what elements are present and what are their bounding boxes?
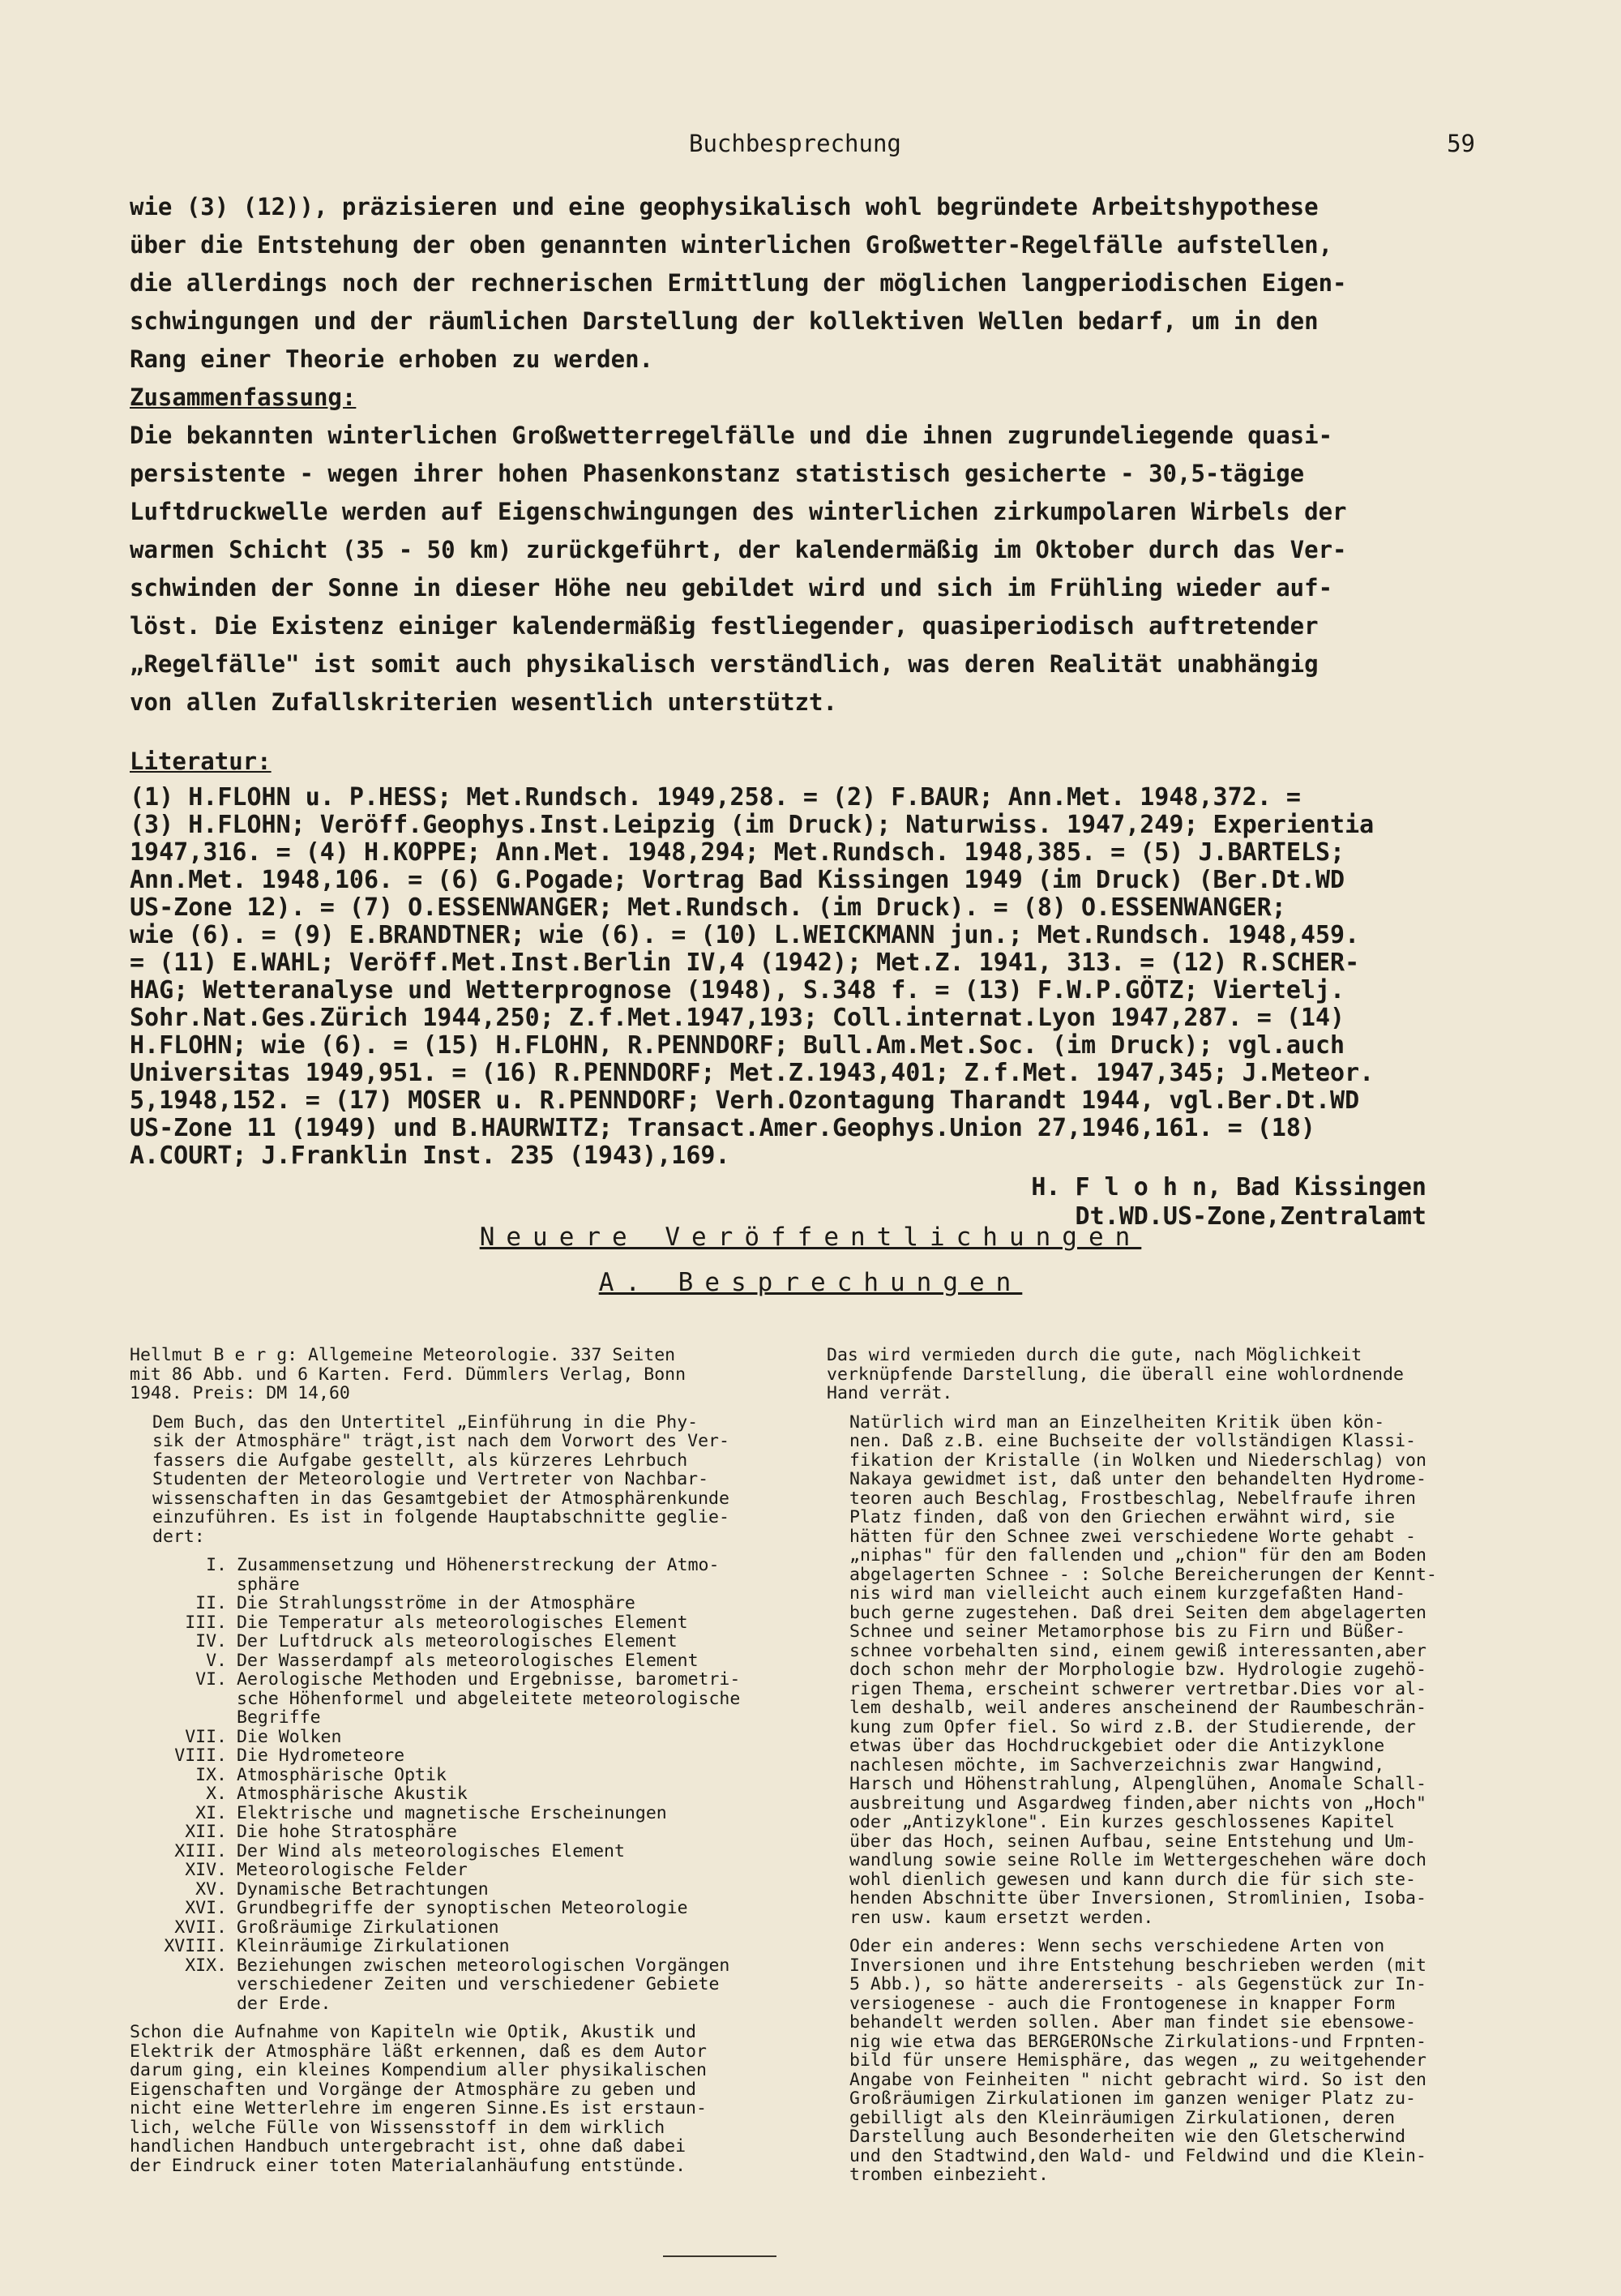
chapter-number: XIII. [174,1840,227,1861]
signature-name: H. F l o h n, Bad Kissingen [1031,1173,1426,1202]
text-line: und den Stadtwind,den Wald- und Feldwind und die Klein- [849,2145,1426,2166]
review-paragraph [827,1937,1475,2185]
chapter-title: Dynamische Betrachtungen [237,1878,489,1900]
text-line: nis wird man vielleicht auch einem kurzgefaßten Hand- [849,1583,1406,1604]
text-line: einzuführen. Es ist in folgende Hauptabschnitte geglie- [152,1507,729,1527]
text-line: persistente - wegen ihrer hohen Phasenkonstanz statistisch gesicherte - 30,5-tägige [130,460,1305,487]
text-line: rigen Thema, erscheint schwerer vertretbar.Dies vor al- [849,1678,1426,1699]
chapter-item [130,1804,786,1823]
page-number: 59 [1447,130,1475,157]
review-intro [130,1413,786,1547]
text-line: doch schon mehr der Morphologie bzw. Hydrologie zugehö- [849,1660,1426,1680]
summary-heading: Zusammenfassung: [130,383,357,411]
text-line: Die bekannten winterlichen Großwetterregelfälle und die ihnen zugrundeliegende quasi- [130,422,1333,449]
text-line: nig wie etwa das BERGERONsche Zirkulations-und Frpnten- [849,2031,1426,2052]
review-paragraph [827,1413,1475,1928]
review-closing [130,2023,786,2175]
text-line: darum ging, ein kleines Kompendium aller physikalischen [130,2060,707,2080]
review-column-left [130,1346,786,2185]
text-line: henden Abschnitte über Inversionen, Stromlinien, Isoba- [849,1888,1426,1908]
text-line: Großräumigen Zirkulationen im ganzen weniger Platz zu- [849,2088,1416,2109]
chapter-title: Die Wolken [237,1726,342,1747]
chapter-item [130,1728,786,1747]
text-line: warmen Schicht (35 - 50 km) zurückgeführt, der kalendermäßig im Oktober durch das Ver- [130,536,1347,563]
text-line: kung zum Opfer fiel. So wird z.B. der Studierende, der [849,1716,1416,1737]
chapter-title: Der Luftdruck als meteorologisches Element [237,1631,678,1651]
text-line: bild für unsere Hemisphäre, das wegen „ zu weitgehender [849,2050,1426,2071]
reference-line: Sohr.Nat.Ges.Zürich 1944,250; Z.f.Met.1947,193; Coll.internat.Lyon 1947,287. = (14) [130,1004,1345,1032]
chapter-title: Der Wasserdampf als meteorologisches Element [237,1650,699,1671]
text-line: wissenschaften in das Gesamtgebiet der Atmosphärenkunde [152,1488,729,1509]
chapter-number: IX. [195,1764,227,1785]
chapter-item [130,1594,786,1613]
text-line: verknüpfende Darstellung, die überall eine wohlordnende [827,1364,1404,1385]
text-line: lem deshalb, weil anderes anscheinend der Raumbeschrän- [849,1698,1426,1718]
chapter-number: VIII. [174,1746,227,1766]
chapter-item [130,1937,786,1956]
text-line: dert: [152,1526,205,1547]
chapter-number: III. [185,1612,227,1633]
text-line: schwingungen und der räumlichen Darstellung der kollektiven Wellen bedarf, um in den [130,307,1319,335]
text-line: „niphas" für den fallenden und „chion" für den am Boden [849,1545,1426,1566]
text-line: Nakaya gewidmet ist, daß unter den behandelten Hydrome- [849,1469,1426,1489]
text-line: Schnee und seiner Metamorphose bis zu Firn und Büßer- [849,1621,1406,1642]
text-line: gebilligt als den Kleinräumigen Zirkulationen, deren [849,2107,1396,2128]
running-title: Buchbesprechung [689,130,901,157]
chapter-item [130,1746,786,1766]
text-line: über die Entstehung der oben genannten winterlichen Großwetter-Regelfälle aufstellen, [130,231,1333,259]
page-header [130,130,1475,162]
chapter-number: XVII. [174,1917,227,1938]
section-subtitle: A. Besprechungen [598,1268,1023,1297]
literature-list [130,784,1459,1170]
chapter-item [130,1842,786,1861]
chapter-item [130,1766,786,1785]
text-line: wandlung sowie seine Rolle im Wettergeschehen wäre doch [849,1850,1426,1870]
reference-line: 1947,316. = (4) H.KOPPE; Ann.Met. 1948,294; Met.Rundsch. 1948,385. = (5) J.BARTELS; [130,838,1345,867]
reference-line: Ann.Met. 1948,106. = (6) G.Pogade; Vortrag Bad Kissingen 1949 (im Druck) (Ber.Dt.WD [130,866,1345,894]
text-line: Angabe von Feinheiten " nicht gebracht wird. So ist den [849,2069,1426,2090]
text-line: ren usw. kaum ersetzt werden. [849,1907,1154,1928]
text-line: Schon die Aufnahme von Kapiteln wie Optik, Akustik und [130,2022,696,2042]
chapter-title: Kleinräumige Zirkulationen [237,1936,510,1956]
reference-line: US-Zone 11 (1949) und B.HAURWITZ; Transact.Amer.Geophys.Union 27,1946,161. = (18) [130,1114,1315,1142]
chapter-number: XVI. [185,1898,227,1918]
chapter-title: Grundbegriffe der synoptischen Meteorologie [237,1898,688,1918]
text-line: die allerdings noch der rechnerischen Ermittlung der möglichen langperiodischen Eigen- [130,269,1347,297]
text-line: von allen Zufallskriterien wesentlich unterstützt. [130,688,837,716]
chapter-item [130,1784,786,1804]
text-line: Dem Buch, das den Untertitel „Einführung in die Phy- [152,1411,699,1433]
text-line: wohl dienlich gewesen und kann durch die für sich ste- [849,1869,1416,1890]
reference-line: 5,1948,152. = (17) MOSER u. R.PENNDORF; Verh.Ozontagung Tharandt 1944, vgl.Ber.Dt.WD [130,1086,1360,1115]
text-line: Hand verrät. [827,1383,953,1403]
text-line: handlichen Handbuch untergebracht ist, ohne daß dabei [130,2136,686,2157]
chapter-number: X. [206,1784,227,1804]
text-line: Studenten der Meteorologie und Vertreter von Nachbar- [152,1469,709,1489]
text-line: behandelt werden sollen. Aber man findet sie ebensowe- [849,2012,1416,2033]
chapter-item [130,1918,786,1938]
text-line: Platz finden, daß von den Griechen erwähnt wird, sie [849,1507,1396,1527]
text-line: nen. Daß z.B. eine Buchseite der vollständigen Klassi- [849,1431,1416,1451]
text-line: löst. Die Existenz einiger kalendermäßig festliegender, quasiperiodisch auftretender [130,612,1319,640]
reference-line: US-Zone 12). = (7) O.ESSENWANGER; Met.Rundsch. (im Druck). = (8) O.ESSENWANGER; [130,893,1286,922]
text-line: ausbreitung und Asgardweg finden,aber nichts von „Hoch" [849,1793,1426,1814]
reference-line: Universitas 1949,951. = (16) R.PENNDORF; Met.Z.1943,401; Z.f.Met. 1947,345; J.Meteor. [130,1059,1375,1087]
reference-line: = (11) E.WAHL; Veröff.Met.Inst.Berlin IV,4 (1942); Met.Z. 1941, 313. = (12) R.SCHER- [130,949,1360,977]
book-citation [130,1346,786,1403]
text-line: schnee vorbehalten sind, einem gewiß interessanten,aber [849,1640,1426,1661]
chapter-title: Großräumige Zirkulationen [237,1917,499,1938]
review-columns [130,1345,1475,2185]
chapter-title: Elektrische und magnetische Erscheinungen [237,1802,667,1823]
text-line: Oder ein anderes: Wenn sechs verschiedene Arten von [849,1936,1385,1956]
chapter-item [130,1670,786,1728]
text-line: wie (3) (12)), präzisieren und eine geophysikalisch wohl begründete Arbeitshypothese [130,193,1319,221]
text-line: „Regelfälle" ist somit auch physikalisch verständlich, was deren Realität unabhängig [130,650,1319,678]
text-line: hätten für den Schnee zwei verschiedene Worte gehabt - [849,1526,1416,1547]
chapter-title: Die Strahlungsströme in der Atmosphäre [237,1593,635,1613]
text-line: oder „Antizyklone". Ein kurzes geschlossenes Kapitel [849,1812,1396,1832]
chapter-title: Meteorologische Felder [237,1860,468,1880]
text-line: fassers die Aufgabe gestellt, als kürzeres Lehrbuch [152,1450,688,1471]
text-line: Harsch und Höhenstrahlung, Alpenglühen, Anomale Schall- [849,1774,1426,1794]
chapter-title: Die hohe Stratosphäre [237,1822,457,1842]
text-line: abgelagerten Schnee - : Solche Bereicherungen der Kennt- [849,1564,1437,1585]
text-line: Eigenschaften und Vorgänge der Atmosphäre zu geben und [130,2079,696,2100]
chapter-number: II. [195,1593,227,1613]
text-line: sik der Atmosphäre" trägt,ist nach dem Vorwort des Ver- [152,1431,729,1451]
chapter-title: Atmosphärische Akustik [237,1784,468,1804]
text-line: tromben einbezieht. [849,2165,1049,2185]
text-line: 1948. Preis: DM 14,60 [130,1383,350,1403]
chapter-number: XVIII. [164,1936,227,1956]
chapter-item [130,1861,786,1880]
footer-rule [663,2255,776,2257]
chapter-title: Zusammensetzung und Höhenerstreckung der Atmo- sphäre [237,1555,720,1595]
reference-line: HAG; Wetteranalyse und Wetterprognose (1948), S.348 f. = (13) F.W.P.GÖTZ; Viertelj. [130,976,1345,1004]
text-line: Hellmut B e r g: Allgemeine Meteorologie. 337 Seiten [130,1345,676,1365]
reference-line: (3) H.FLOHN; Veröff.Geophys.Inst.Leipzig (im Druck); Naturwiss. 1947,249; Experientia [130,811,1375,839]
text-line: schwinden der Sonne in dieser Höhe neu gebildet wird und sich im Frühling wieder auf- [130,574,1333,602]
text-line: versiogenese - auch die Frontogenese in knapper Form [849,1993,1396,2014]
section-header [0,1223,1621,1297]
chapter-number: XII. [185,1822,227,1842]
review-paragraph [827,1346,1475,1403]
text-line: Luftdruckwelle werden auf Eigenschwingungen des winterlichen zirkumpolaren Wirbels der [130,498,1347,525]
literature-heading: Literatur: [130,747,272,775]
chapter-item [130,1880,786,1900]
chapter-title: Aerologische Methoden und Ergebnisse, barometri- sche Höhenformel und abgeleitete meteorologische Begriffe [237,1669,741,1728]
text-line: buch gerne zugestehen. Daß drei Seiten dem abgelagerten [849,1602,1426,1623]
reference-line: H.FLOHN; wie (6). = (15) H.FLOHN, R.PENNDORF; Bull.Am.Met.Soc. (im Druck); vgl.auch [130,1031,1345,1060]
chapter-number: VII. [185,1726,227,1747]
text-line: Rang einer Theorie erhoben zu werden. [130,345,654,373]
chapter-title: Der Wind als meteorologisches Element [237,1840,625,1861]
article-end [130,188,1459,1232]
text-line: mit 86 Abb. und 6 Karten. Ferd. Dümmlers Verlag, Bonn [130,1364,686,1385]
chapter-item [130,1613,786,1633]
chapter-number: VI. [195,1669,227,1690]
reference-line: A.COURT; J.Franklin Inst. 235 (1943),169. [130,1142,730,1170]
chapter-item [130,1899,786,1918]
chapter-number: XIV. [185,1860,227,1880]
chapter-title: Die Hydrometeore [237,1746,405,1766]
text-line: fikation der Kristalle (in Wolken und Niederschlag) von [849,1450,1426,1471]
chapter-item [130,1556,786,1594]
text-line: Das wird vermieden durch die gute, nach Möglichkeit [827,1345,1362,1365]
text-line: Natürlich wird man an Einzelheiten Kritik üben kön- [849,1411,1385,1433]
chapter-number: V. [206,1650,227,1671]
chapter-number: XIX. [185,1955,227,1976]
section-title: Neuere Veröffentlichungen [479,1223,1142,1252]
chapter-item [130,1632,786,1651]
text-line: teoren auch Beschlag, Frostbeschlag, Nebelfraufe ihren [849,1488,1416,1509]
continuation-paragraph [130,188,1459,379]
chapter-title: Atmosphärische Optik [237,1764,447,1785]
text-line: Darstellung auch Besonderheiten wie den Gletscherwind [849,2127,1406,2147]
text-line: nachlesen möchte, im Sachverzeichnis zwar Hangwind, [849,1754,1385,1776]
chapter-number: I. [206,1555,227,1575]
text-line: der Eindruck einer toten Materialanhäufung entstünde. [130,2155,686,2176]
chapter-number: XI. [195,1802,227,1823]
text-line: über das Hoch, seinen Aufbau, seine Entstehung und Um- [849,1831,1416,1852]
chapter-item [130,1956,786,2014]
text-line: 5 Abb.), so hätte andererseits - als Gegenstück zur In- [849,1974,1426,1994]
text-line: Elektrik der Atmosphäre läßt erkennen, daß es dem Autor [130,2041,707,2062]
chapter-title: Die Temperatur als meteorologisches Element [237,1612,688,1633]
chapter-list [130,1556,786,2013]
summary-paragraph [130,417,1459,722]
reference-line: wie (6). = (9) E.BRANDTNER; wie (6). = (10) L.WEICKMANN jun.; Met.Rundsch. 1948,459. [130,921,1360,949]
chapter-number: IV. [195,1631,227,1651]
review-column-right [827,1346,1475,2195]
reference-line: (1) H.FLOHN u. P.HESS; Met.Rundsch. 1949,258. = (2) F.BAUR; Ann.Met. 1948,372. = [130,783,1301,812]
text-line: lich, welche Fülle von Wissensstoff in dem wirklich [130,2117,665,2138]
chapter-title: Beziehungen zwischen meteorologischen Vorgängen verschiedener Zeiten und verschiedener Gebiete der Erde. [237,1955,730,2014]
chapter-number: XV. [195,1878,227,1900]
chapter-item [130,1823,786,1842]
text-line: Inversionen und ihre Entstehung beschrieben werden (mit [849,1955,1426,1976]
chapter-item [130,1651,786,1671]
text-line: nicht eine Wetterlehre im engeren Sinne.Es ist erstaun- [130,2098,707,2118]
signature-affiliation: Dt.WD.US-Zone,Zentralamt [1075,1202,1426,1231]
text-line: etwas über das Hochdruckgebiet oder die Antizyklone [849,1736,1385,1756]
